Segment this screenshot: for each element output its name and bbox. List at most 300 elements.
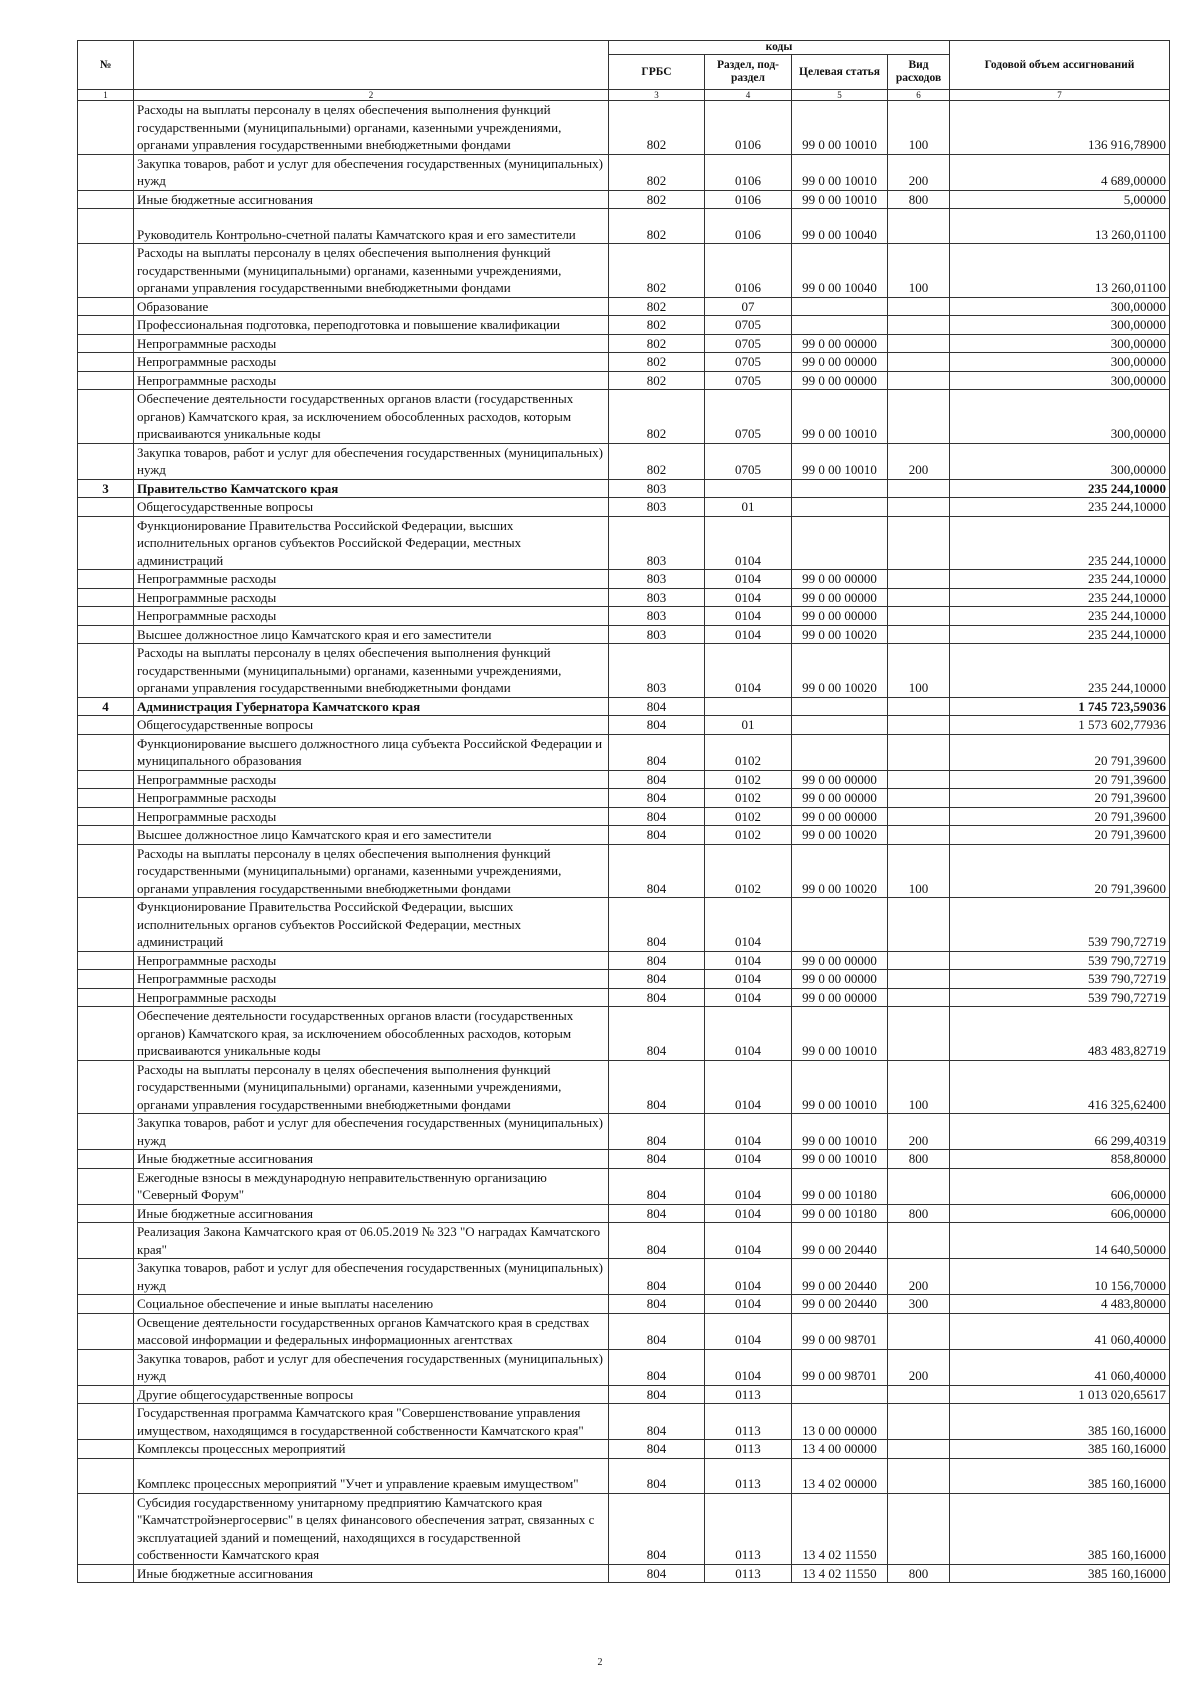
row-number-cell bbox=[78, 190, 134, 209]
target-article-cell: 99 0 00 00000 bbox=[792, 951, 888, 970]
grbs-cell: 802 bbox=[609, 371, 705, 390]
row-number-cell bbox=[78, 516, 134, 570]
target-article-cell: 99 0 00 00000 bbox=[792, 770, 888, 789]
expense-type-cell bbox=[888, 1385, 950, 1404]
amount-cell: 1 745 723,59036 bbox=[950, 697, 1170, 716]
section-cell: 0102 bbox=[705, 770, 792, 789]
amount-cell: 300,00000 bbox=[950, 297, 1170, 316]
expense-type-cell bbox=[888, 1007, 950, 1061]
col-number: 3 bbox=[609, 90, 705, 101]
table-row bbox=[78, 607, 1170, 626]
expense-name-cell: Комплексы процессных мероприятий bbox=[134, 1440, 609, 1459]
target-article-cell bbox=[792, 479, 888, 498]
expense-name-cell: Расходы на выплаты персоналу в целях обеспечения выполнения функций государственными (муниципальными) органами, казенными учреждениями, органами управления государственными внебюджетными фондами bbox=[134, 844, 609, 898]
row-number-cell bbox=[78, 101, 134, 155]
expense-name-cell: Высшее должностное лицо Камчатского края и его заместители bbox=[134, 826, 609, 845]
grbs-cell: 802 bbox=[609, 101, 705, 155]
expense-name-cell: Закупка товаров, работ и услуг для обеспечения государственных (муниципальных) нужд bbox=[134, 1259, 609, 1295]
expense-name-cell: Расходы на выплаты персоналу в целях обеспечения выполнения функций государственными (муниципальными) органами, казенными учреждениями, органами управления государственными внебюджетными фондами bbox=[134, 101, 609, 155]
expense-name-cell: Обеспечение деятельности государственных органов власти (государственных органов) Камчатского края, за исключением обособленных расходов, которым присваиваются уникальные коды bbox=[134, 1007, 609, 1061]
target-article-cell: 99 0 00 98701 bbox=[792, 1349, 888, 1385]
table-row bbox=[78, 190, 1170, 209]
expense-type-cell bbox=[888, 1493, 950, 1564]
row-number-cell bbox=[78, 209, 134, 244]
target-article-cell: 99 0 00 00000 bbox=[792, 988, 888, 1007]
expense-name-cell: Функционирование Правительства Российской Федерации, высших исполнительных органов субъектов Российской Федерации, местных администраций bbox=[134, 516, 609, 570]
grbs-cell: 804 bbox=[609, 789, 705, 808]
header-amount: Годовой объем ассигнований bbox=[950, 41, 1170, 90]
expense-name-cell: Расходы на выплаты персоналу в целях обеспечения выполнения функций государственными (муниципальными) органами, казенными учреждениями, органами управления государственными внебюджетными фондами bbox=[134, 1060, 609, 1114]
table-row bbox=[78, 443, 1170, 479]
row-number-cell bbox=[78, 316, 134, 335]
grbs-cell: 802 bbox=[609, 244, 705, 298]
amount-cell: 416 325,62400 bbox=[950, 1060, 1170, 1114]
row-number-cell bbox=[78, 1060, 134, 1114]
amount-cell: 235 244,10000 bbox=[950, 570, 1170, 589]
expense-type-cell bbox=[888, 607, 950, 626]
target-article-cell: 99 0 00 00000 bbox=[792, 371, 888, 390]
amount-cell: 300,00000 bbox=[950, 390, 1170, 444]
amount-cell: 385 160,16000 bbox=[950, 1404, 1170, 1440]
section-cell bbox=[705, 479, 792, 498]
expense-name-cell: Субсидия государственному унитарному предприятию Камчатского края "Камчатстройэнергосервис" в целях финансового обеспечения затрат, связанных с эксплуатацией зданий и помещений, находящихся в государственной собственности Камчатского края bbox=[134, 1493, 609, 1564]
target-article-cell: 99 0 00 20440 bbox=[792, 1259, 888, 1295]
expense-name-cell: Функционирование Правительства Российской Федерации, высших исполнительных органов субъектов Российской Федерации, местных администраций bbox=[134, 898, 609, 952]
amount-cell: 385 160,16000 bbox=[950, 1564, 1170, 1583]
grbs-cell: 802 bbox=[609, 297, 705, 316]
expense-type-cell bbox=[888, 479, 950, 498]
target-article-cell bbox=[792, 316, 888, 335]
target-article-cell: 99 0 00 00000 bbox=[792, 807, 888, 826]
row-number-cell bbox=[78, 588, 134, 607]
row-number-cell bbox=[78, 371, 134, 390]
row-number-cell bbox=[78, 826, 134, 845]
target-article-cell: 99 0 00 10010 bbox=[792, 1060, 888, 1114]
row-number-cell bbox=[78, 1564, 134, 1583]
section-cell: 0104 bbox=[705, 951, 792, 970]
grbs-cell: 804 bbox=[609, 1295, 705, 1314]
header-section: Раздел, под-раздел bbox=[705, 55, 792, 90]
expense-type-cell bbox=[888, 588, 950, 607]
expense-type-cell bbox=[888, 498, 950, 517]
expense-name-cell: Непрограммные расходы bbox=[134, 988, 609, 1007]
table-row bbox=[78, 390, 1170, 444]
table-row bbox=[78, 716, 1170, 735]
target-article-cell: 13 4 00 00000 bbox=[792, 1440, 888, 1459]
amount-cell: 20 791,39600 bbox=[950, 844, 1170, 898]
expense-name-cell: Ежегодные взносы в международную неправительственную организацию "Северный Форум" bbox=[134, 1168, 609, 1204]
header-grbs: ГРБС bbox=[609, 55, 705, 90]
expense-name-cell: Общегосударственные вопросы bbox=[134, 498, 609, 517]
target-article-cell bbox=[792, 1385, 888, 1404]
grbs-cell: 804 bbox=[609, 1060, 705, 1114]
expense-type-cell: 800 bbox=[888, 1150, 950, 1169]
row-number-cell bbox=[78, 1404, 134, 1440]
target-article-cell bbox=[792, 697, 888, 716]
expense-type-cell bbox=[888, 570, 950, 589]
budget-table-page bbox=[77, 40, 1169, 1583]
row-number-cell bbox=[78, 970, 134, 989]
row-number-cell bbox=[78, 1204, 134, 1223]
grbs-cell: 804 bbox=[609, 970, 705, 989]
table-row bbox=[78, 316, 1170, 335]
expense-name-cell: Образование bbox=[134, 297, 609, 316]
row-number-cell bbox=[78, 607, 134, 626]
expense-name-cell: Руководитель Контрольно-счетной палаты Камчатского края и его заместители bbox=[134, 209, 609, 244]
expense-name-cell: Непрограммные расходы bbox=[134, 770, 609, 789]
expense-type-cell bbox=[888, 697, 950, 716]
row-number-cell: 3 bbox=[78, 479, 134, 498]
grbs-cell: 804 bbox=[609, 951, 705, 970]
target-article-cell: 99 0 00 00000 bbox=[792, 588, 888, 607]
expense-type-cell bbox=[888, 951, 950, 970]
amount-cell: 14 640,50000 bbox=[950, 1223, 1170, 1259]
row-number-cell bbox=[78, 244, 134, 298]
row-number-cell bbox=[78, 1295, 134, 1314]
target-article-cell: 13 4 02 11550 bbox=[792, 1564, 888, 1583]
row-number-cell bbox=[78, 1223, 134, 1259]
amount-cell: 235 244,10000 bbox=[950, 479, 1170, 498]
table-row bbox=[78, 588, 1170, 607]
expense-type-cell bbox=[888, 988, 950, 1007]
expense-name-cell: Обеспечение деятельности государственных органов власти (государственных органов) Камчатского края, за исключением обособленных расходов, которым присваиваются уникальные коды bbox=[134, 390, 609, 444]
table-row bbox=[78, 1114, 1170, 1150]
grbs-cell: 804 bbox=[609, 697, 705, 716]
table-row bbox=[78, 770, 1170, 789]
expense-name-cell: Освещение деятельности государственных органов Камчатского края в средствах массовой информации и федеральных информационных агентствах bbox=[134, 1313, 609, 1349]
grbs-cell: 803 bbox=[609, 570, 705, 589]
table-row bbox=[78, 644, 1170, 698]
row-number-cell bbox=[78, 1007, 134, 1061]
expense-type-cell: 200 bbox=[888, 154, 950, 190]
expense-type-cell: 800 bbox=[888, 190, 950, 209]
expense-type-cell: 200 bbox=[888, 1349, 950, 1385]
expense-type-cell bbox=[888, 516, 950, 570]
row-number-cell bbox=[78, 898, 134, 952]
section-cell: 0106 bbox=[705, 244, 792, 298]
target-article-cell: 99 0 00 10040 bbox=[792, 209, 888, 244]
section-cell: 0104 bbox=[705, 570, 792, 589]
target-article-cell: 99 0 00 00000 bbox=[792, 607, 888, 626]
expense-name-cell: Социальное обеспечение и иные выплаты населению bbox=[134, 1295, 609, 1314]
section-cell: 0104 bbox=[705, 607, 792, 626]
amount-cell: 300,00000 bbox=[950, 443, 1170, 479]
grbs-cell: 804 bbox=[609, 1114, 705, 1150]
target-article-cell: 99 0 00 00000 bbox=[792, 353, 888, 372]
target-article-cell bbox=[792, 516, 888, 570]
amount-cell: 66 299,40319 bbox=[950, 1114, 1170, 1150]
section-cell: 0106 bbox=[705, 209, 792, 244]
table-row bbox=[78, 1259, 1170, 1295]
target-article-cell: 99 0 00 10010 bbox=[792, 1150, 888, 1169]
expense-type-cell: 100 bbox=[888, 244, 950, 298]
grbs-cell: 804 bbox=[609, 1564, 705, 1583]
section-cell: 0102 bbox=[705, 844, 792, 898]
table-row bbox=[78, 625, 1170, 644]
section-cell: 0113 bbox=[705, 1440, 792, 1459]
target-article-cell: 99 0 00 10010 bbox=[792, 1007, 888, 1061]
expense-type-cell bbox=[888, 1223, 950, 1259]
section-cell: 0104 bbox=[705, 970, 792, 989]
section-cell: 0104 bbox=[705, 1259, 792, 1295]
expense-name-cell: Администрация Губернатора Камчатского края bbox=[134, 697, 609, 716]
target-article-cell: 99 0 00 20440 bbox=[792, 1295, 888, 1314]
target-article-cell: 13 4 02 00000 bbox=[792, 1458, 888, 1493]
row-number-cell bbox=[78, 498, 134, 517]
section-cell: 0102 bbox=[705, 734, 792, 770]
grbs-cell: 802 bbox=[609, 390, 705, 444]
expense-name-cell: Иные бюджетные ассигнования bbox=[134, 190, 609, 209]
amount-cell: 20 791,39600 bbox=[950, 734, 1170, 770]
expense-type-cell bbox=[888, 734, 950, 770]
amount-cell: 13 260,01100 bbox=[950, 209, 1170, 244]
section-cell: 0104 bbox=[705, 898, 792, 952]
amount-cell: 20 791,39600 bbox=[950, 807, 1170, 826]
target-article-cell bbox=[792, 716, 888, 735]
table-row bbox=[78, 951, 1170, 970]
amount-cell: 235 244,10000 bbox=[950, 516, 1170, 570]
table-row bbox=[78, 516, 1170, 570]
expense-type-cell bbox=[888, 826, 950, 845]
grbs-cell: 804 bbox=[609, 1259, 705, 1295]
expense-type-cell bbox=[888, 390, 950, 444]
grbs-cell: 804 bbox=[609, 1168, 705, 1204]
amount-cell: 41 060,40000 bbox=[950, 1349, 1170, 1385]
row-number-cell bbox=[78, 1493, 134, 1564]
col-number: 1 bbox=[78, 90, 134, 101]
expense-name-cell: Непрограммные расходы bbox=[134, 807, 609, 826]
table-row bbox=[78, 154, 1170, 190]
expense-type-cell bbox=[888, 371, 950, 390]
target-article-cell bbox=[792, 297, 888, 316]
target-article-cell bbox=[792, 898, 888, 952]
expense-name-cell: Закупка товаров, работ и услуг для обеспечения государственных (муниципальных) нужд bbox=[134, 154, 609, 190]
expense-type-cell bbox=[888, 625, 950, 644]
table-row bbox=[78, 1223, 1170, 1259]
table-row bbox=[78, 844, 1170, 898]
page-number: 2 bbox=[597, 1657, 603, 1668]
table-row bbox=[78, 898, 1170, 952]
expense-name-cell: Правительство Камчатского края bbox=[134, 479, 609, 498]
expense-type-cell bbox=[888, 353, 950, 372]
expense-name-cell: Иные бюджетные ассигнования bbox=[134, 1564, 609, 1583]
amount-cell: 4 689,00000 bbox=[950, 154, 1170, 190]
table-row bbox=[78, 101, 1170, 155]
expense-type-cell bbox=[888, 316, 950, 335]
table-row bbox=[78, 1150, 1170, 1169]
row-number-cell bbox=[78, 1440, 134, 1459]
section-cell: 0705 bbox=[705, 443, 792, 479]
section-cell: 0113 bbox=[705, 1385, 792, 1404]
row-number-cell bbox=[78, 734, 134, 770]
grbs-cell: 804 bbox=[609, 807, 705, 826]
header-exp-type: Вид расходов bbox=[888, 55, 950, 90]
expense-name-cell: Государственная программа Камчатского края "Совершенствование управления имуществом, находящимся в государственной собственности Камчатского края" bbox=[134, 1404, 609, 1440]
row-number-cell bbox=[78, 297, 134, 316]
grbs-cell: 803 bbox=[609, 644, 705, 698]
col-number: 5 bbox=[792, 90, 888, 101]
target-article-cell: 99 0 00 10180 bbox=[792, 1204, 888, 1223]
row-number-cell bbox=[78, 716, 134, 735]
table-row bbox=[78, 1295, 1170, 1314]
target-article-cell: 13 4 02 11550 bbox=[792, 1493, 888, 1564]
table-row bbox=[78, 479, 1170, 498]
section-cell: 0104 bbox=[705, 1150, 792, 1169]
grbs-cell: 802 bbox=[609, 353, 705, 372]
grbs-cell: 803 bbox=[609, 607, 705, 626]
grbs-cell: 804 bbox=[609, 844, 705, 898]
row-number-cell bbox=[78, 443, 134, 479]
table-row bbox=[78, 209, 1170, 244]
section-cell: 0106 bbox=[705, 190, 792, 209]
expense-type-cell: 100 bbox=[888, 1060, 950, 1114]
section-cell: 0104 bbox=[705, 1313, 792, 1349]
section-cell: 0104 bbox=[705, 1295, 792, 1314]
row-number-cell bbox=[78, 789, 134, 808]
grbs-cell: 803 bbox=[609, 498, 705, 517]
amount-cell: 235 244,10000 bbox=[950, 498, 1170, 517]
header-no: № bbox=[78, 41, 134, 90]
grbs-cell: 802 bbox=[609, 154, 705, 190]
row-number-cell bbox=[78, 1259, 134, 1295]
table-row bbox=[78, 1204, 1170, 1223]
grbs-cell: 802 bbox=[609, 334, 705, 353]
row-number-cell bbox=[78, 644, 134, 698]
target-article-cell bbox=[792, 734, 888, 770]
section-cell: 0104 bbox=[705, 1349, 792, 1385]
expense-name-cell: Иные бюджетные ассигнования bbox=[134, 1150, 609, 1169]
target-article-cell: 99 0 00 00000 bbox=[792, 334, 888, 353]
col-number: 6 bbox=[888, 90, 950, 101]
col-number: 7 bbox=[950, 90, 1170, 101]
section-cell: 0705 bbox=[705, 353, 792, 372]
amount-cell: 41 060,40000 bbox=[950, 1313, 1170, 1349]
amount-cell: 235 244,10000 bbox=[950, 625, 1170, 644]
table-row bbox=[78, 697, 1170, 716]
section-cell: 0113 bbox=[705, 1564, 792, 1583]
expense-name-cell: Расходы на выплаты персоналу в целях обеспечения выполнения функций государственными (муниципальными) органами, казенными учреждениями, органами управления государственными внебюджетными фондами bbox=[134, 244, 609, 298]
amount-cell: 1 013 020,65617 bbox=[950, 1385, 1170, 1404]
target-article-cell: 99 0 00 98701 bbox=[792, 1313, 888, 1349]
target-article-cell: 99 0 00 10020 bbox=[792, 625, 888, 644]
grbs-cell: 804 bbox=[609, 1404, 705, 1440]
expense-type-cell: 300 bbox=[888, 1295, 950, 1314]
grbs-cell: 804 bbox=[609, 1440, 705, 1459]
section-cell: 0104 bbox=[705, 988, 792, 1007]
target-article-cell: 99 0 00 10010 bbox=[792, 1114, 888, 1150]
expense-name-cell: Закупка товаров, работ и услуг для обеспечения государственных (муниципальных) нужд bbox=[134, 1349, 609, 1385]
section-cell: 0104 bbox=[705, 1060, 792, 1114]
budget-table bbox=[77, 40, 1170, 1583]
table-row bbox=[78, 1313, 1170, 1349]
section-cell: 07 bbox=[705, 297, 792, 316]
table-row bbox=[78, 1440, 1170, 1459]
grbs-cell: 804 bbox=[609, 988, 705, 1007]
target-article-cell: 99 0 00 10020 bbox=[792, 844, 888, 898]
section-cell: 0113 bbox=[705, 1404, 792, 1440]
amount-cell: 235 244,10000 bbox=[950, 644, 1170, 698]
row-number-cell bbox=[78, 770, 134, 789]
expense-name-cell: Непрограммные расходы bbox=[134, 970, 609, 989]
table-header bbox=[78, 41, 1170, 101]
grbs-cell: 802 bbox=[609, 190, 705, 209]
row-number-cell bbox=[78, 1458, 134, 1493]
grbs-cell: 803 bbox=[609, 588, 705, 607]
amount-cell: 539 790,72719 bbox=[950, 988, 1170, 1007]
row-number-cell bbox=[78, 1349, 134, 1385]
amount-cell: 13 260,01100 bbox=[950, 244, 1170, 298]
row-number-cell bbox=[78, 1114, 134, 1150]
expense-name-cell: Непрограммные расходы bbox=[134, 588, 609, 607]
section-cell: 0705 bbox=[705, 316, 792, 335]
expense-type-cell: 100 bbox=[888, 844, 950, 898]
amount-cell: 606,00000 bbox=[950, 1168, 1170, 1204]
expense-name-cell: Реализация Закона Камчатского края от 06.05.2019 № 323 "О наградах Камчатского края" bbox=[134, 1223, 609, 1259]
expense-type-cell: 800 bbox=[888, 1564, 950, 1583]
expense-type-cell bbox=[888, 898, 950, 952]
section-cell: 0104 bbox=[705, 625, 792, 644]
row-number-cell bbox=[78, 1313, 134, 1349]
expense-name-cell: Иные бюджетные ассигнования bbox=[134, 1204, 609, 1223]
target-article-cell: 99 0 00 10010 bbox=[792, 190, 888, 209]
amount-cell: 539 790,72719 bbox=[950, 898, 1170, 952]
amount-cell: 5,00000 bbox=[950, 190, 1170, 209]
expense-name-cell: Непрограммные расходы bbox=[134, 789, 609, 808]
grbs-cell: 804 bbox=[609, 1385, 705, 1404]
section-cell: 0705 bbox=[705, 390, 792, 444]
target-article-cell: 99 0 00 10180 bbox=[792, 1168, 888, 1204]
row-number-cell bbox=[78, 334, 134, 353]
amount-cell: 235 244,10000 bbox=[950, 607, 1170, 626]
amount-cell: 385 160,16000 bbox=[950, 1440, 1170, 1459]
expense-name-cell: Непрограммные расходы bbox=[134, 353, 609, 372]
target-article-cell: 99 0 00 10040 bbox=[792, 244, 888, 298]
grbs-cell: 804 bbox=[609, 1150, 705, 1169]
grbs-cell: 804 bbox=[609, 716, 705, 735]
grbs-cell: 803 bbox=[609, 479, 705, 498]
table-row bbox=[78, 789, 1170, 808]
expense-type-cell bbox=[888, 1440, 950, 1459]
target-article-cell: 99 0 00 10020 bbox=[792, 644, 888, 698]
table-row bbox=[78, 1060, 1170, 1114]
target-article-cell: 99 0 00 10010 bbox=[792, 390, 888, 444]
expense-name-cell: Профессиональная подготовка, переподготовка и повышение квалификации bbox=[134, 316, 609, 335]
amount-cell: 20 791,39600 bbox=[950, 789, 1170, 808]
section-cell: 0106 bbox=[705, 154, 792, 190]
row-number-cell bbox=[78, 390, 134, 444]
expense-type-cell bbox=[888, 770, 950, 789]
table-body bbox=[78, 101, 1170, 1583]
table-row bbox=[78, 353, 1170, 372]
header-name bbox=[134, 41, 609, 90]
table-row bbox=[78, 334, 1170, 353]
expense-type-cell bbox=[888, 1458, 950, 1493]
row-number-cell bbox=[78, 988, 134, 1007]
expense-name-cell: Непрограммные расходы bbox=[134, 607, 609, 626]
amount-cell: 300,00000 bbox=[950, 371, 1170, 390]
grbs-cell: 802 bbox=[609, 443, 705, 479]
grbs-cell: 804 bbox=[609, 770, 705, 789]
section-cell: 01 bbox=[705, 716, 792, 735]
amount-cell: 20 791,39600 bbox=[950, 770, 1170, 789]
grbs-cell: 804 bbox=[609, 1313, 705, 1349]
grbs-cell: 804 bbox=[609, 1493, 705, 1564]
section-cell: 0106 bbox=[705, 101, 792, 155]
section-cell: 0113 bbox=[705, 1458, 792, 1493]
table-row bbox=[78, 297, 1170, 316]
expense-type-cell bbox=[888, 1168, 950, 1204]
grbs-cell: 804 bbox=[609, 826, 705, 845]
